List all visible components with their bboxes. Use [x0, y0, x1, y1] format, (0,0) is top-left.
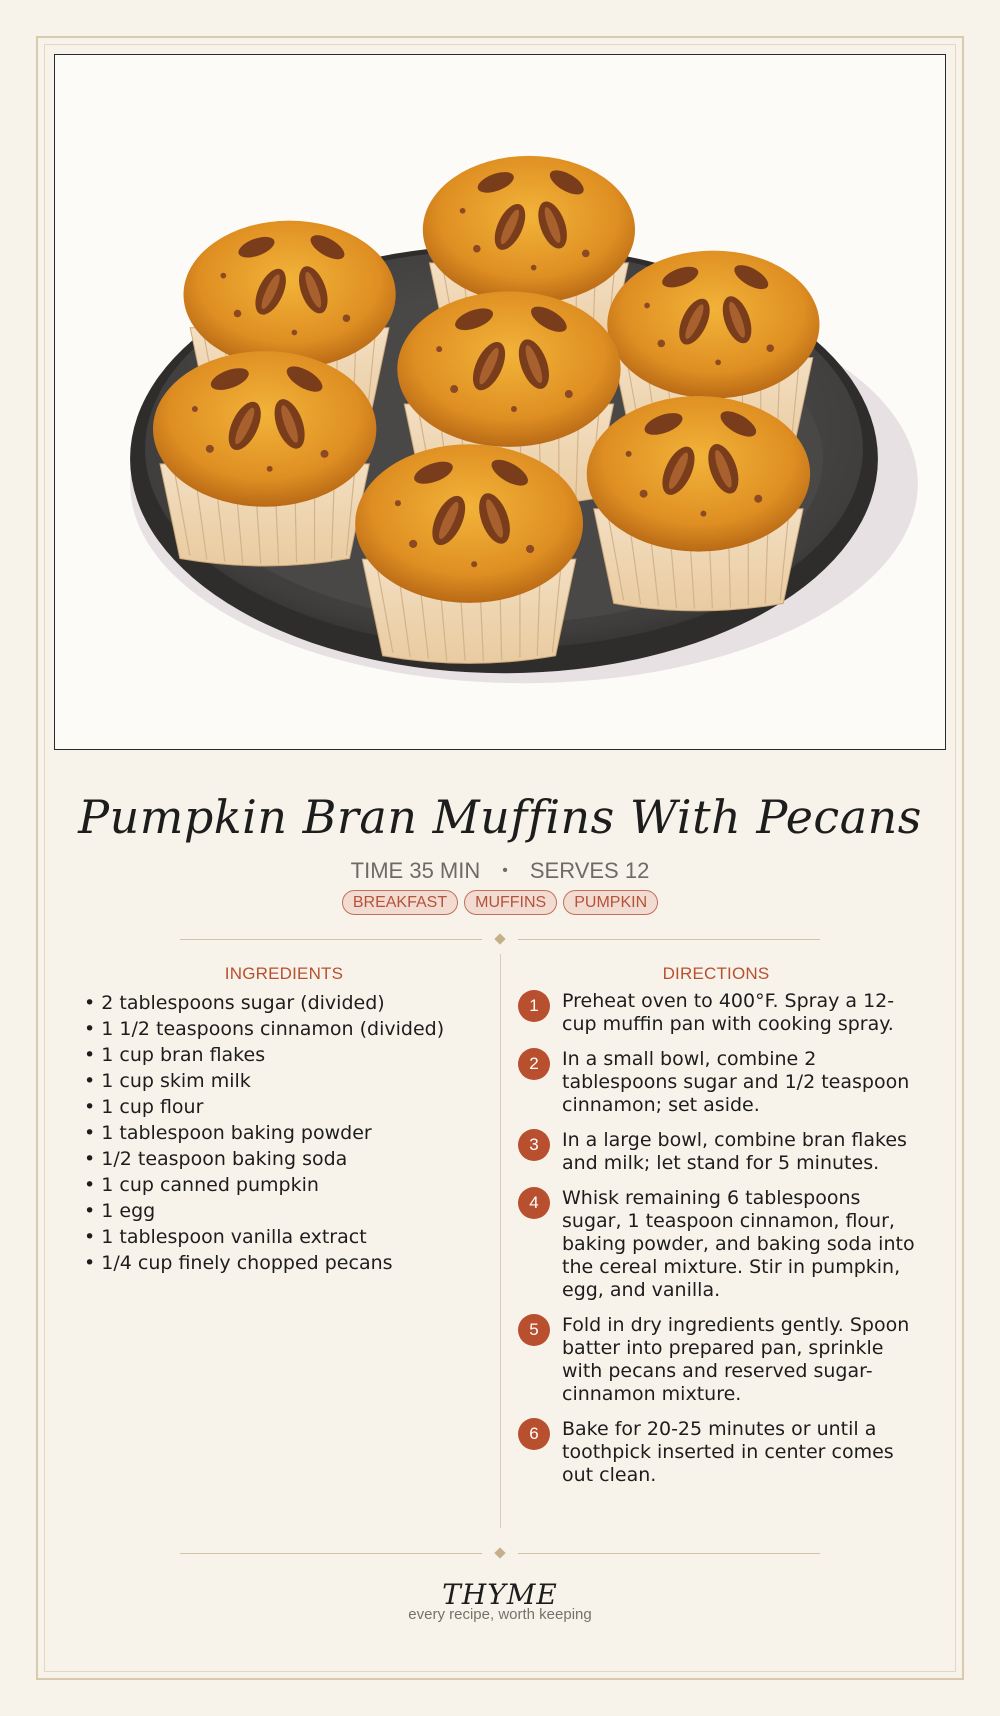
direction-step [518, 1314, 918, 1406]
divider-top-right [518, 939, 820, 940]
brand-tagline: every recipe, worth keeping [408, 1606, 592, 1623]
cook-time: TIME 35 MIN [350, 858, 481, 883]
ingredient-item: • 1/2 teaspoon baking soda [84, 1146, 484, 1172]
direction-step [518, 1129, 918, 1175]
ingredient-item: • 1 cup flour [84, 1094, 484, 1120]
ingredient-item: • 1 tablespoon baking powder [84, 1120, 484, 1146]
ingredient-item: • 1 egg [84, 1198, 484, 1224]
divider-top-left [180, 939, 482, 940]
step-text: Whisk remaining 6 tablespoons sugar, 1 teaspoon cinnamon, flour, baking powder, and baking soda into the cereal mixture. Stir in pumpkin, egg, and vanilla. [562, 1187, 915, 1301]
meta-separator: • [502, 862, 508, 879]
step-text: In a large bowl, combine bran flakes and milk; let stand for 5 minutes. [562, 1129, 907, 1174]
recipe-title: Pumpkin Bran Muffins With Pecans [78, 790, 922, 844]
step-text: Fold in dry ingredients gently. Spoon batter into prepared pan, sprinkle with pecans and reserved sugar-cinnamon mixture. [562, 1314, 910, 1405]
direction-step [518, 1418, 918, 1487]
step-text: Bake for 20-25 minutes or until a toothpick inserted in center comes out clean. [562, 1418, 894, 1486]
tag-list [60, 890, 940, 915]
step-text: In a small bowl, combine 2 tablespoons sugar and 1/2 teaspoon cinnamon; set aside. [562, 1048, 910, 1116]
ingredient-item: • 1 1/2 teaspoons cinnamon (divided) [84, 1016, 484, 1042]
ingredient-item: • 1/4 cup finely chopped pecans [84, 1250, 484, 1276]
direction-step [518, 1187, 918, 1302]
ingredients-heading: INGREDIENTS [224, 964, 344, 983]
step-number-badge: 5 [518, 1314, 550, 1346]
directions-heading: DIRECTIONS [662, 964, 770, 983]
ingredient-list [84, 990, 484, 1276]
ingredient-item: • 2 tablespoons sugar (divided) [84, 990, 484, 1016]
step-number-badge: 2 [518, 1048, 550, 1080]
direction-step [518, 990, 918, 1036]
step-number-badge: 3 [518, 1129, 550, 1161]
step-number-badge: 1 [518, 990, 550, 1022]
step-number-badge: 4 [518, 1187, 550, 1219]
ingredient-item: • 1 cup canned pumpkin [84, 1172, 484, 1198]
ingredient-item: • 1 tablespoon vanilla extract [84, 1224, 484, 1250]
column-divider [500, 954, 501, 1528]
ingredient-item: • 1 cup bran flakes [84, 1042, 484, 1068]
direction-list [518, 990, 918, 1499]
muffin-illustration [55, 55, 945, 749]
tag-breakfast[interactable]: BREAKFAST [342, 890, 458, 915]
servings: SERVES 12 [529, 858, 650, 883]
tag-muffins[interactable]: MUFFINS [464, 890, 557, 915]
divider-bottom-left [180, 1553, 482, 1554]
direction-step [518, 1048, 918, 1117]
step-text: Preheat oven to 400°F. Spray a 12-cup muffin pan with cooking spray. [562, 990, 895, 1035]
brand-logo: THYME [442, 1578, 558, 1611]
ingredient-item: • 1 cup skim milk [84, 1068, 484, 1094]
step-number-badge: 6 [518, 1418, 550, 1450]
recipe-meta [60, 858, 940, 884]
recipe-photo [54, 54, 946, 750]
tag-pumpkin[interactable]: PUMPKIN [563, 890, 658, 915]
divider-bottom-right [518, 1553, 820, 1554]
